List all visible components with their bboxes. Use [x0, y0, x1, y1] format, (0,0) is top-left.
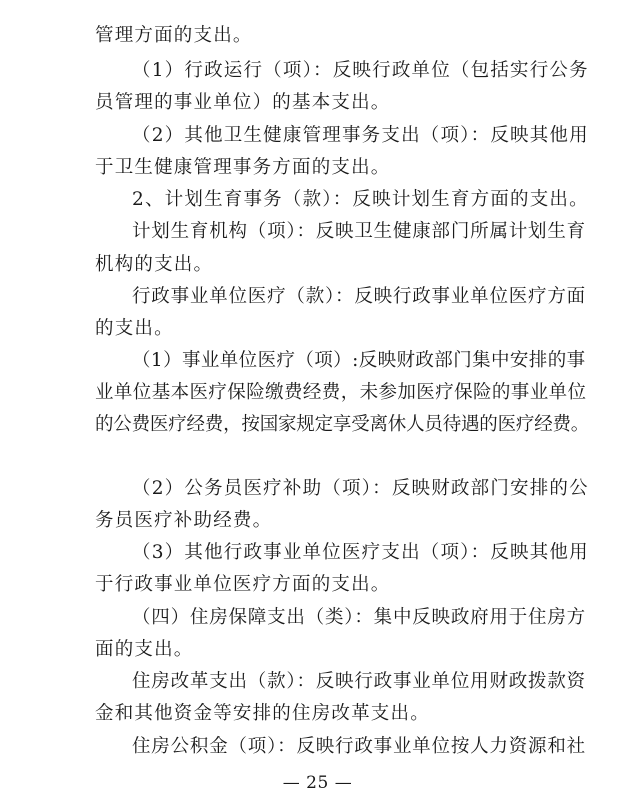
text-line: 行政事业单位医疗（款）：反映行政事业单位医疗方面 — [132, 286, 586, 307]
text-line: （2）公务员医疗补助（项）：反映财政部门安排的公 — [132, 478, 589, 499]
text-line: 业单位基本医疗保险缴费经费，未参加医疗保险的事业单位 — [95, 382, 587, 403]
text-line: 面的支出。 — [95, 639, 194, 660]
text-line: 的公费医疗经费，按国家规定享受离休人员待遇的医疗经费。 — [95, 414, 590, 435]
text-line: 金和其他资金等安排的住房改革支出。 — [95, 703, 430, 724]
text-line: 住房公积金（项）：反映行政事业单位按人力资源和社 — [132, 736, 586, 757]
text-line: （3）其他行政事业单位医疗支出（项）：反映其他用 — [132, 542, 589, 563]
text-line: （四）住房保障支出（类）：集中反映政府用于住房方 — [132, 607, 586, 628]
text-line: 住房改革支出（款）：反映行政事业单位用财政拨款资 — [132, 671, 586, 692]
text-line: 的支出。 — [95, 318, 174, 339]
text-line: （1）行政运行（项）：反映行政单位（包括实行公务 — [132, 60, 589, 81]
text-line: 2、计划生育事务（款）：反映计划生育方面的支出。 — [132, 189, 589, 210]
text-line: 计划生育机构（项）：反映卫生健康部门所属计划生育 — [132, 221, 586, 242]
text-line: （1）事业单位医疗（项）:反映财政部门集中安排的事 — [132, 350, 586, 371]
text-line: 务员医疗补助经费。 — [95, 510, 273, 531]
text-line: 于卫生健康管理事务方面的支出。 — [95, 157, 391, 178]
text-line: 机构的支出。 — [95, 254, 214, 275]
page-number: — 25 — — [282, 773, 353, 793]
text-line: （2）其他卫生健康管理事务支出（项）：反映其他用 — [132, 125, 589, 146]
text-line: 于行政事业单位医疗方面的支出。 — [95, 574, 391, 595]
text-line: 员管理的事业单位）的基本支出。 — [95, 92, 391, 113]
text-line: 管理方面的支出。 — [95, 25, 253, 46]
